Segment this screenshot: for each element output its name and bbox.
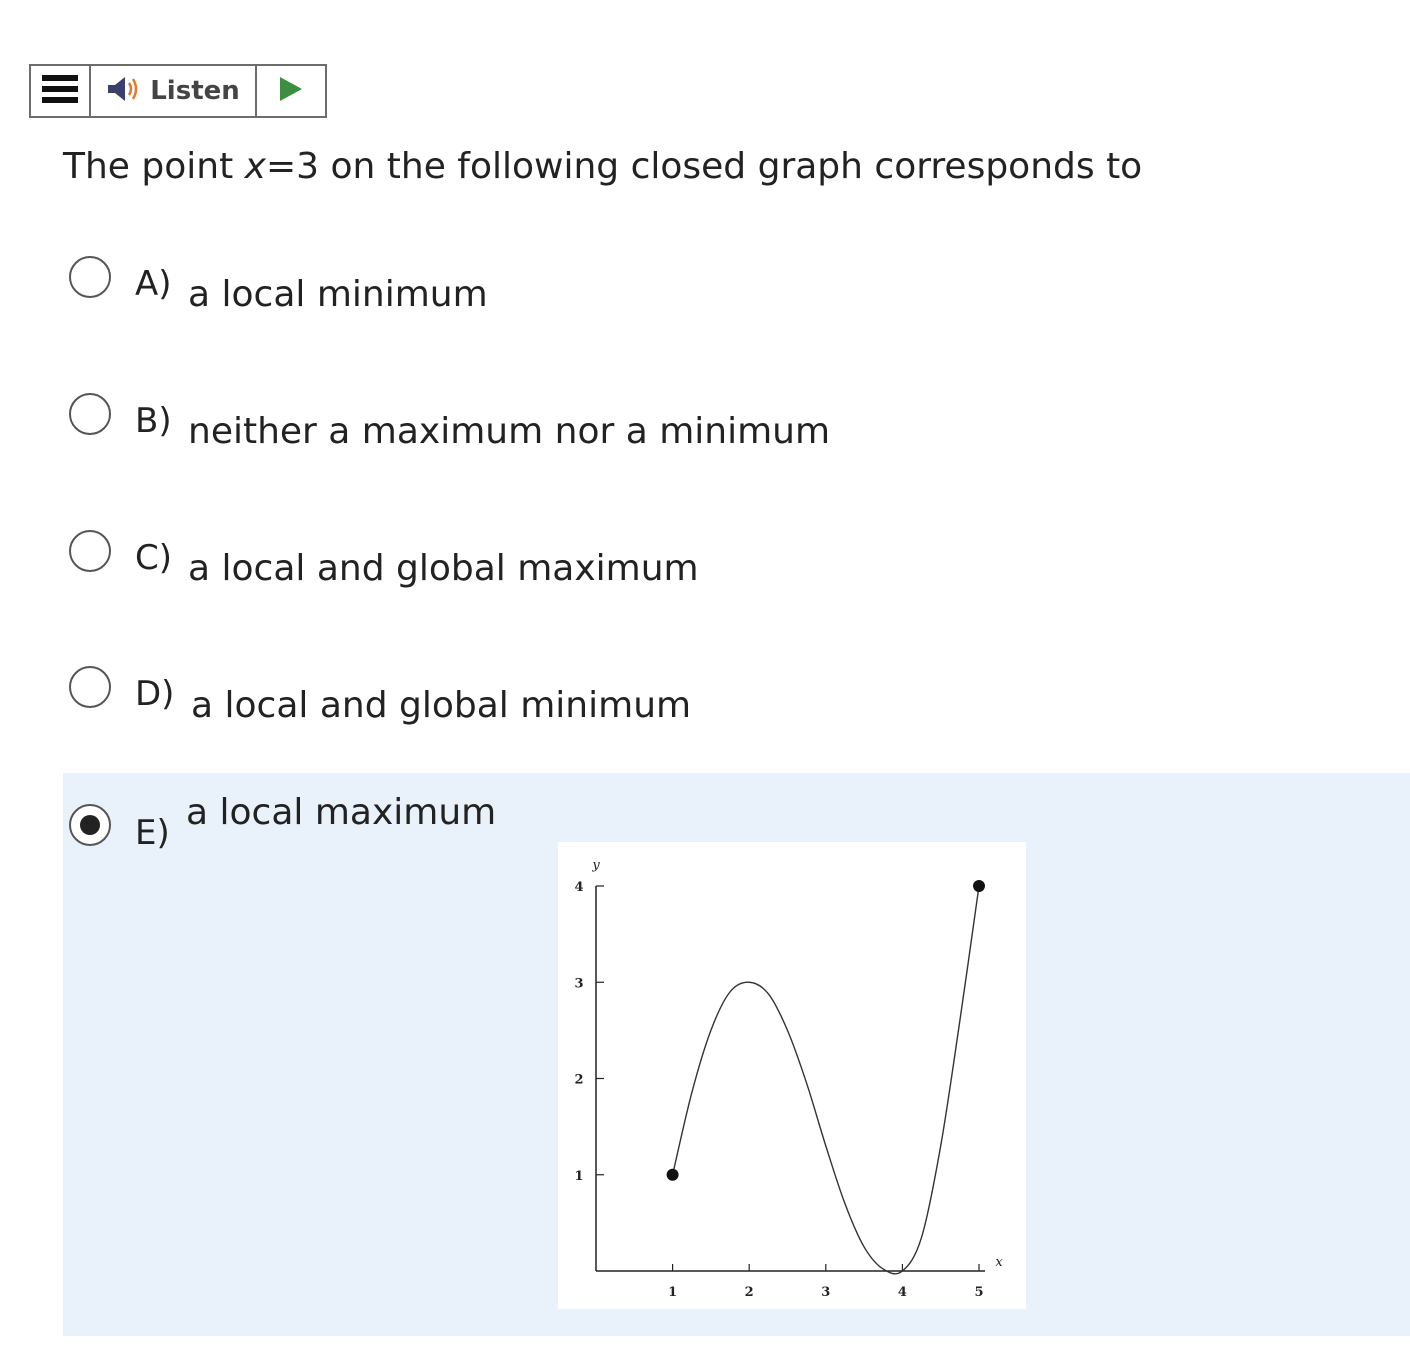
- option-b-text: neither a maximum nor a minimum: [188, 411, 831, 452]
- x-tick-label: 1: [668, 1285, 678, 1300]
- x-tick-label: 2: [744, 1285, 754, 1300]
- option-d-radio[interactable]: [69, 666, 111, 708]
- function-curve: [673, 886, 979, 1274]
- y-tick-label: 3: [574, 976, 584, 992]
- y-tick-label: 1: [574, 1168, 584, 1184]
- question-prefix: The point: [63, 146, 245, 187]
- option-a-letter: A): [135, 264, 172, 304]
- listen-label: Listen: [150, 76, 240, 106]
- option-d-text: a local and global minimum: [191, 685, 692, 726]
- x-tick-label: 5: [974, 1285, 984, 1300]
- question-text: [63, 146, 1142, 187]
- option-c-radio[interactable]: [69, 530, 111, 572]
- option-a-text: a local minimum: [188, 274, 488, 315]
- x-tick-label: 4: [897, 1285, 907, 1300]
- question-suffix: =3 on the following closed graph corresponds to: [265, 146, 1143, 187]
- y-tick-label: 4: [574, 880, 584, 895]
- menu-button[interactable]: [31, 66, 91, 116]
- option-e-text: a local maximum: [186, 792, 497, 833]
- x-axis-label: x: [995, 1255, 1003, 1270]
- left-endpoint: [667, 1169, 678, 1180]
- option-d-letter: D): [135, 674, 175, 714]
- option-a-radio[interactable]: [69, 256, 111, 298]
- question-variable: x: [244, 146, 266, 187]
- play-icon: [278, 75, 304, 107]
- play-button[interactable]: [257, 66, 325, 116]
- listen-toolbar: [29, 64, 327, 118]
- option-b-radio[interactable]: [69, 393, 111, 435]
- speaker-icon: [106, 74, 142, 108]
- option-e-letter: E): [135, 813, 170, 853]
- option-e-radio[interactable]: [69, 804, 111, 846]
- x-tick-label: 3: [821, 1285, 831, 1300]
- y-tick-label: 2: [574, 1072, 584, 1088]
- listen-button[interactable]: [91, 66, 257, 116]
- option-b-letter: B): [135, 401, 172, 441]
- option-c-text: a local and global maximum: [188, 548, 699, 589]
- right-endpoint: [974, 881, 985, 892]
- y-axis-label: y: [592, 858, 600, 873]
- option-c-letter: C): [135, 538, 173, 578]
- graph-svg: [558, 842, 1026, 1309]
- function-graph: [558, 842, 1026, 1309]
- hamburger-menu-icon: [42, 74, 78, 108]
